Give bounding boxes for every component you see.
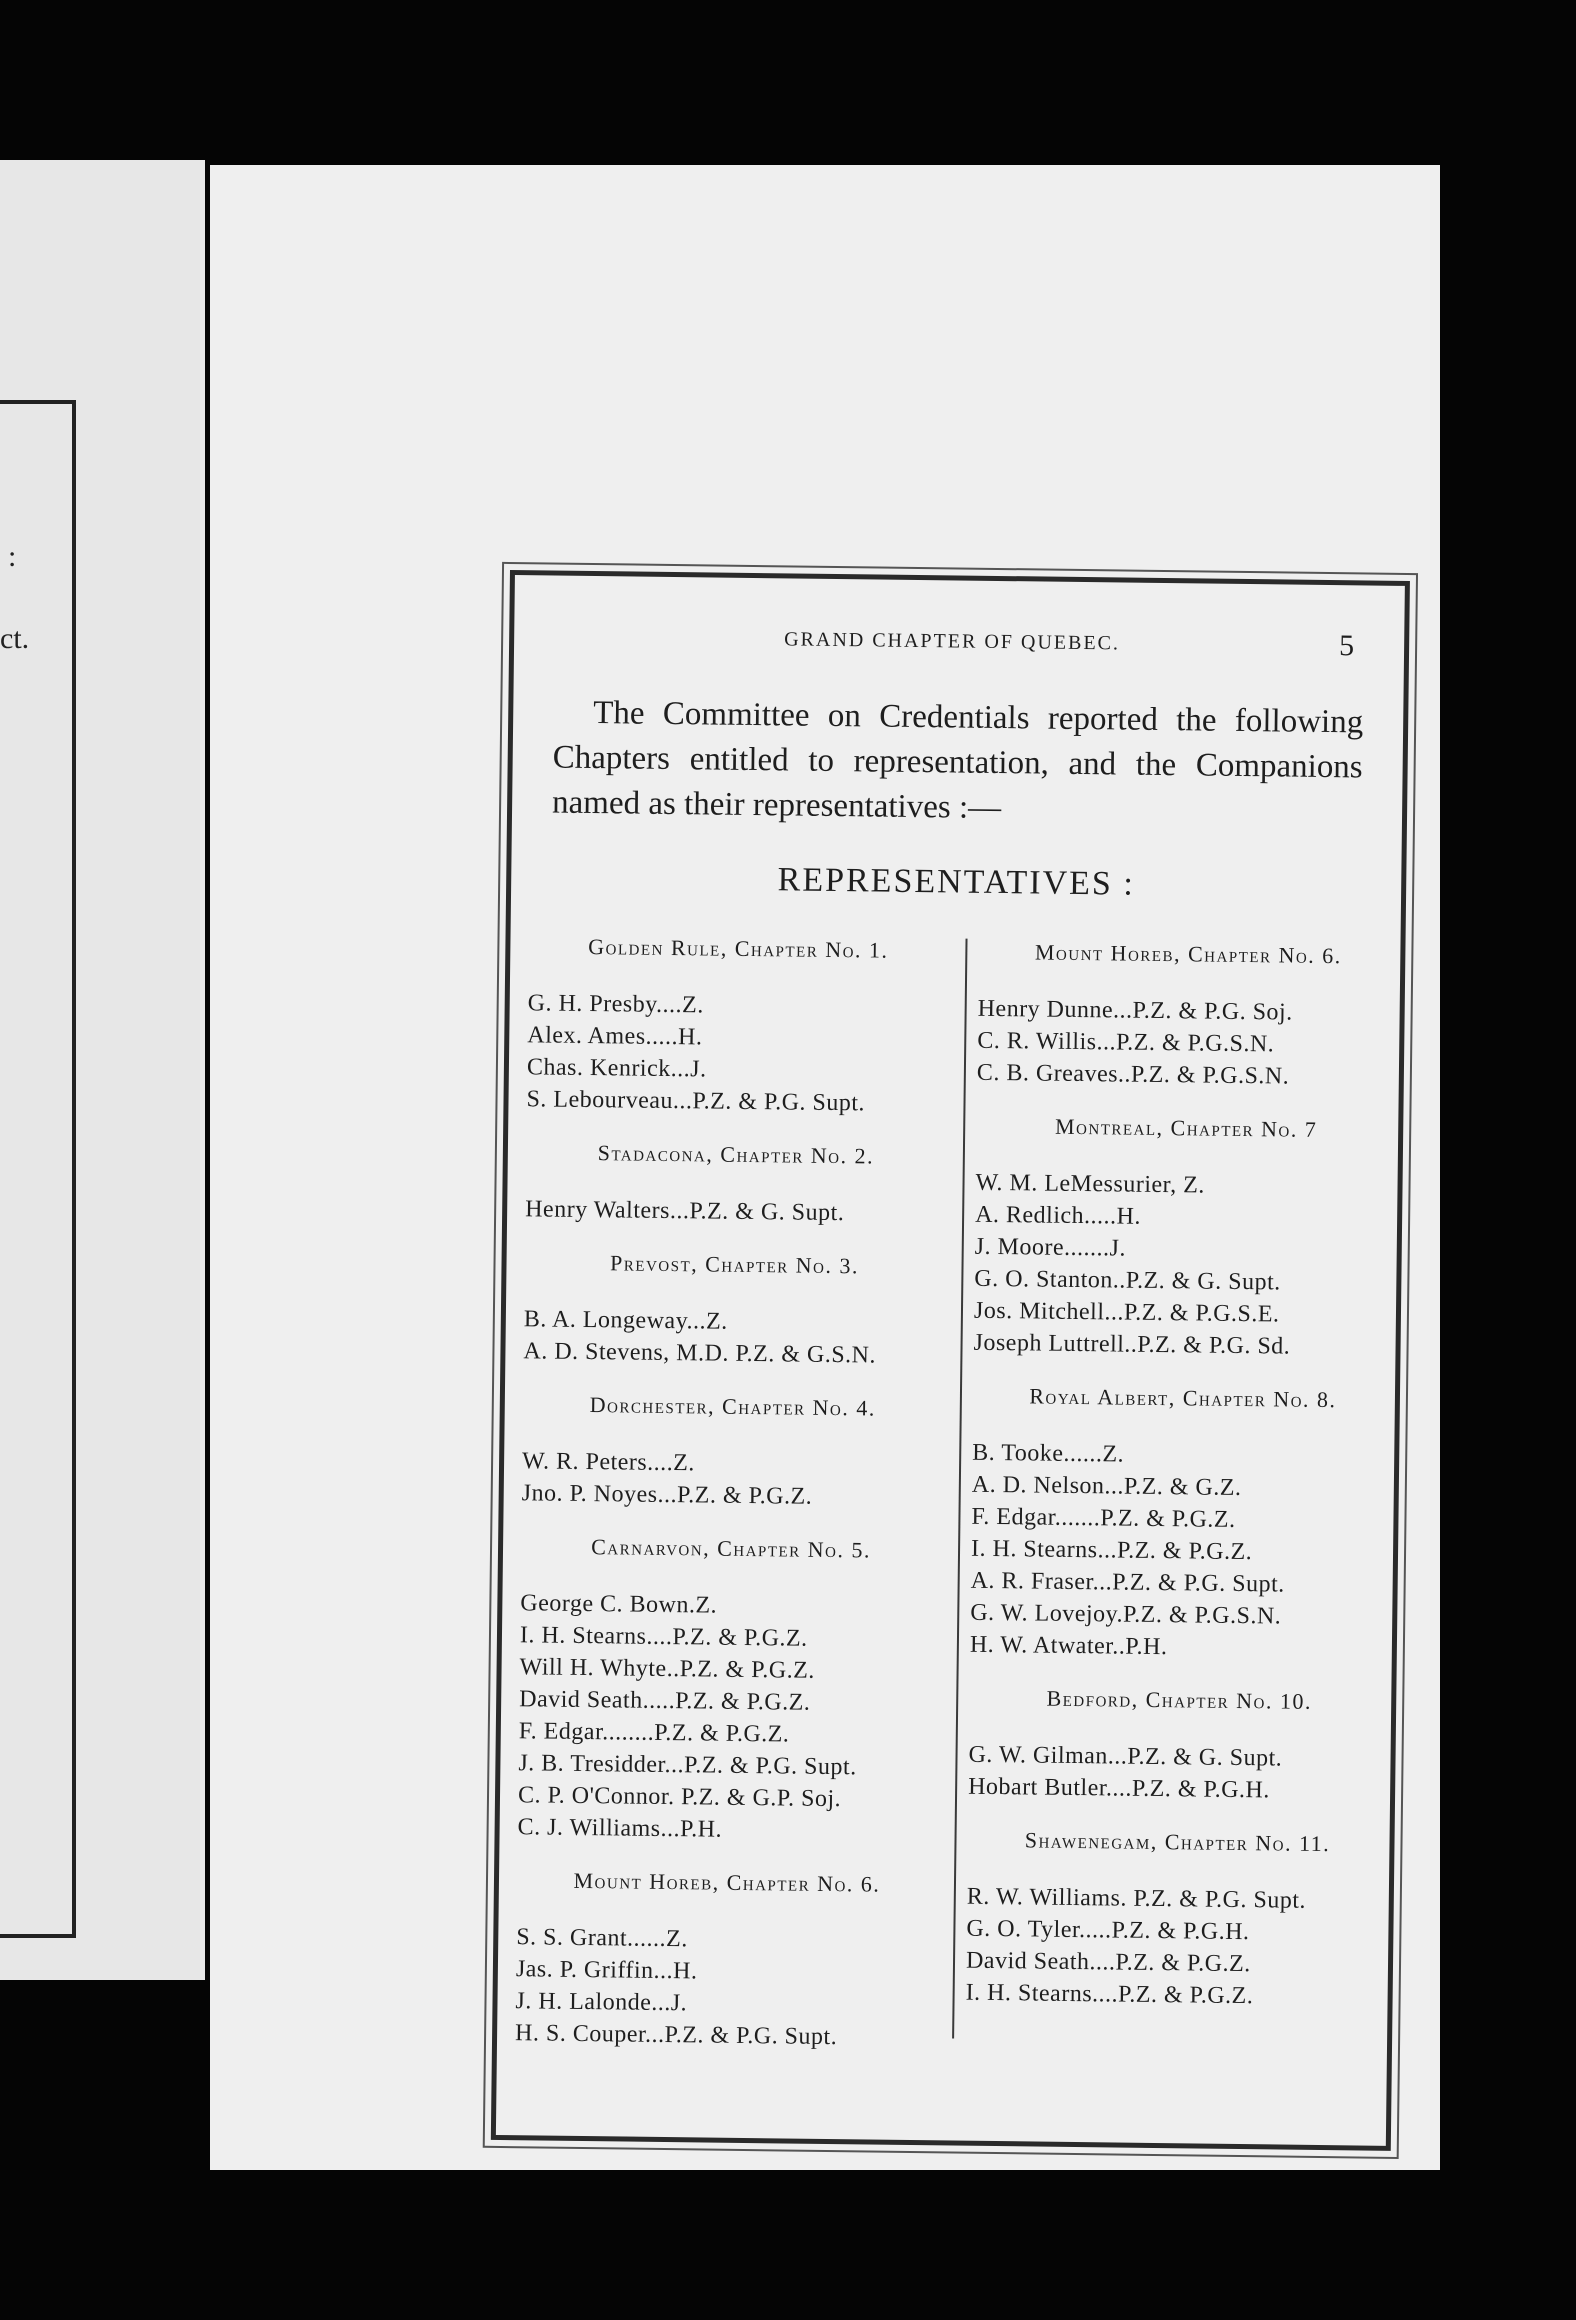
adjacent-page (0, 160, 205, 1980)
chapter-heading: Carnarvon, Chapter No. 5. (591, 1534, 872, 1563)
representative-entry: Chas. Kenrick...J. (526, 1054, 707, 1083)
chapter-heading: Golden Rule, Chapter No. 1. (588, 933, 889, 963)
representative-list (515, 1921, 937, 2054)
representative-list (970, 1437, 1393, 1666)
representative-entry: J. Moore.......J. (974, 1233, 1127, 1262)
chapter-heading: Mount Horeb, Chapter No. 6. (573, 1867, 881, 1897)
representative-list (522, 1445, 943, 1514)
representative-entry: David Seath.....P.Z. & P.G.Z. (519, 1686, 811, 1716)
representative-entry: H. S. Couper...P.Z. & P.G. Supt. (514, 2020, 838, 2051)
representative-entry: F. Edgar........P.Z. & P.G.Z. (518, 1718, 790, 1748)
representative-entry: W. M. LeMessurier, Z. (975, 1169, 1205, 1199)
representative-entry: G. O. Stanton..P.Z. & G. Supt. (974, 1265, 1281, 1296)
representative-entry: I. H. Stearns...P.Z. & P.G.Z. (970, 1535, 1253, 1566)
chapter-block (965, 1827, 1387, 2014)
representative-entry: Hobart Butler....P.Z. & P.G.H. (968, 1773, 1270, 1804)
representative-entry: Will H. Whyte..P.Z. & P.G.Z. (519, 1654, 815, 1684)
chapter-block (523, 1249, 944, 1372)
representative-entry: G. H. Presby....Z. (527, 990, 704, 1019)
page-header (514, 625, 1404, 676)
representative-list (968, 1739, 1389, 1808)
representative-entry: R. W. Williams. P.Z. & P.G. Supt. (966, 1883, 1307, 1914)
chapter-block (973, 1113, 1396, 1364)
representative-list (523, 1303, 944, 1372)
chapter-block (515, 1867, 937, 2054)
representative-entry: F. Edgar.......P.Z. & P.G.Z. (971, 1503, 1236, 1533)
chapter-block (968, 1685, 1389, 1808)
representative-entry: Alex. Ames.....H. (527, 1022, 703, 1051)
intro-paragraph (552, 691, 1364, 836)
chapter-heading: Bedford, Chapter No. 10. (1046, 1685, 1313, 1714)
chapter-heading: Royal Albert, Chapter No. 8. (1029, 1383, 1337, 1413)
representative-entry: Henry Walters...P.Z. & G. Supt. (525, 1196, 845, 1227)
representative-entry: George C. Bown.Z. (520, 1590, 718, 1619)
chapter-block (517, 1533, 941, 1848)
chapter-block (525, 1139, 946, 1230)
representative-entry: C. P. O'Connor. P.Z. & G.P. Soj. (517, 1782, 842, 1813)
column-divider (952, 939, 967, 2039)
section-title: REPRESENTATIVES : (777, 861, 1135, 903)
representative-entry: David Seath....P.Z. & P.G.Z. (965, 1947, 1251, 1978)
representative-list (973, 1167, 1395, 1364)
representative-entry: G. W. Gilman...P.Z. & G. Supt. (968, 1741, 1283, 1772)
page-border-frame (491, 570, 1410, 2151)
representative-entry: C. J. Williams...P.H. (517, 1814, 723, 1843)
representative-entry: I. H. Stearns....P.Z. & P.G.Z. (519, 1622, 808, 1652)
representative-entry: H. W. Atwater..P.H. (969, 1631, 1168, 1661)
adjacent-page-fragment: : (8, 540, 17, 573)
chapter-heading: Dorchester, Chapter No. 4. (589, 1392, 877, 1421)
chapter-block (970, 1383, 1393, 1666)
chapter-heading: Prevost, Chapter No. 3. (609, 1250, 860, 1279)
page-number: 5 (1338, 629, 1355, 663)
document-page (210, 165, 1440, 2170)
representative-list (525, 1193, 945, 1230)
representative-entry: W. R. Peters....Z. (521, 1448, 696, 1477)
intro-text: The Committee on Credentials reported the following Chapters entitled to representation, and the Companions named as their representatives :— (551, 695, 1364, 827)
representative-entry: C. B. Greaves..P.Z. & P.G.S.N. (976, 1059, 1290, 1090)
representative-list (965, 1881, 1387, 2014)
chapter-heading: Mount Horeb, Chapter No. 6. (1034, 939, 1342, 969)
representative-entry: J. B. Tresidder...P.Z. & P.G. Supt. (518, 1750, 857, 1781)
representative-entry: J. H. Lalonde...J. (515, 1988, 688, 2017)
representative-entry: B. Tooke......Z. (972, 1439, 1125, 1468)
representative-entry: B. A. Longeway...Z. (523, 1306, 728, 1335)
representative-list (517, 1587, 940, 1848)
representative-entry: A. D. Nelson...P.Z. & G.Z. (971, 1471, 1242, 1502)
representative-entry: C. R. Willis...P.Z. & P.G.S.N. (977, 1027, 1275, 1058)
representative-entry: G. O. Tyler.....P.Z. & P.G.H. (966, 1915, 1250, 1946)
chapter-block (977, 939, 1399, 1094)
representative-list (526, 987, 948, 1120)
chapter-heading: Stadacona, Chapter No. 2. (597, 1140, 875, 1169)
representative-entry: Jno. P. Noyes...P.Z. & P.G.Z. (521, 1480, 813, 1510)
representative-entry: I. H. Stearns....P.Z. & P.G.Z. (965, 1979, 1254, 2010)
adjacent-page-fragment: ct. (0, 622, 30, 655)
representative-entry: Joseph Luttrell..P.Z. & P.G. Sd. (973, 1329, 1291, 1360)
representative-entry: Jas. P. Griffin...H. (515, 1956, 698, 1985)
representative-entry: A. D. Stevens, M.D. P.Z. & G.S.N. (523, 1338, 877, 1369)
chapter-block (526, 933, 948, 1120)
representative-entry: A. Redlich.....H. (974, 1201, 1142, 1230)
representative-entry: Henry Dunne...P.Z. & P.G. Soj. (977, 995, 1293, 1026)
left-column (515, 933, 949, 2078)
representative-entry: S. Lebourveau...P.Z. & P.G. Supt. (526, 1086, 866, 1117)
representative-entry: S. S. Grant......Z. (516, 1924, 688, 1953)
representative-entry: A. R. Fraser...P.Z. & P.G. Supt. (970, 1567, 1285, 1598)
chapter-block (522, 1391, 943, 1514)
representative-list (977, 993, 1398, 1094)
running-head: GRAND CHAPTER OF QUEBEC. (784, 628, 1121, 655)
representative-entry: Jos. Mitchell...P.Z. & P.G.S.E. (973, 1297, 1280, 1328)
chapter-heading: Shawenegam, Chapter No. 11. (1024, 1827, 1331, 1857)
representative-entry: G. W. Lovejoy.P.Z. & P.G.S.N. (970, 1599, 1282, 1630)
chapter-heading: Montreal, Chapter No. 7 (1054, 1113, 1318, 1142)
right-column (965, 939, 1398, 2038)
